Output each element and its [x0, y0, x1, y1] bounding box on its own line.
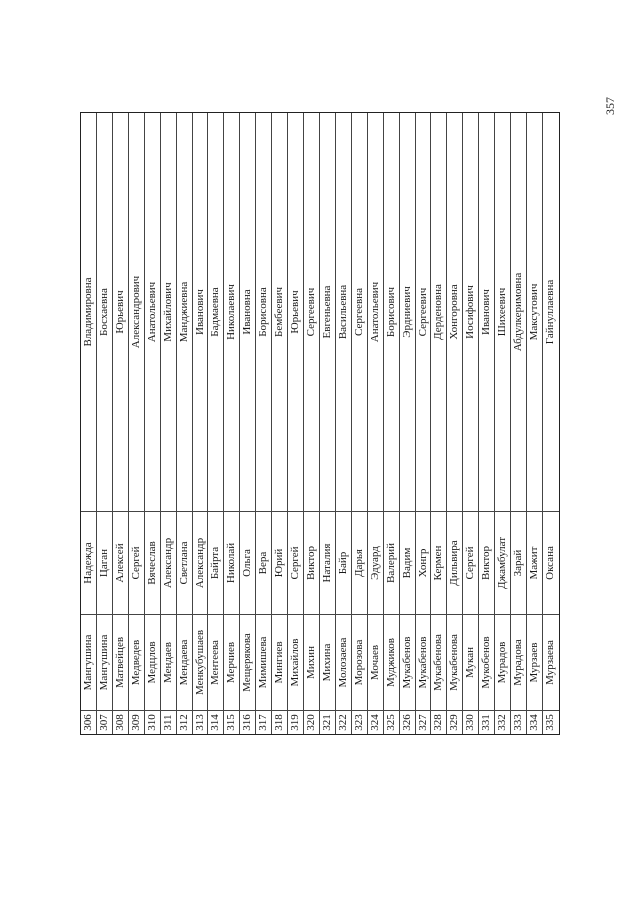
surname-cell: Медведев: [129, 614, 144, 710]
patronymic-cell: Бадмаевна: [209, 287, 222, 337]
row-number: 318: [272, 710, 287, 734]
row-number: 320: [304, 710, 319, 734]
table-row: [113, 113, 129, 734]
surname-cell: Мангушина: [97, 614, 112, 710]
table-row: [400, 113, 416, 734]
row-number: 307: [97, 710, 112, 734]
patronymic-cell: Максутович: [528, 283, 541, 341]
first-name-cell: Николай: [224, 511, 239, 614]
patronymic-cell: Анатольевич: [368, 281, 381, 343]
surname-cell: Михин: [304, 614, 319, 710]
table-row: [352, 113, 368, 734]
patronymic-cell: Ивановна: [241, 289, 254, 335]
first-name-cell: Алексей: [113, 511, 128, 614]
patronymic-cell: Борисовна: [257, 287, 270, 337]
surname-cell: Муджиков: [384, 614, 399, 710]
surname-cell: Мукан: [463, 614, 478, 710]
surname-cell: Мимишева: [256, 614, 271, 710]
surname-cell: Менкубушаев: [193, 614, 208, 710]
surname-cell: Матвейцев: [113, 614, 128, 710]
first-name-cell: Байр: [336, 511, 351, 614]
patronymic-cell: Абдулкеримовна: [512, 272, 525, 352]
row-number: 315: [224, 710, 239, 734]
surname-cell: Мукабенова: [431, 614, 446, 710]
surname-cell: Мангушина: [81, 614, 96, 710]
table-row: [304, 113, 320, 734]
first-name-cell: Виктор: [479, 511, 494, 614]
first-name-cell: Сергей: [463, 511, 478, 614]
table-row: [447, 113, 463, 734]
row-number: 309: [129, 710, 144, 734]
first-name-cell: Александр: [161, 511, 176, 614]
table-row: [495, 113, 511, 734]
patronymic-cell: Босхаевна: [97, 288, 110, 336]
first-name-cell: Наталия: [320, 511, 335, 614]
patronymic-cell: Бембеевич: [273, 287, 286, 337]
table-row: [288, 113, 304, 734]
first-name-cell: Эдуард: [368, 511, 383, 614]
first-name-cell: Вячеслав: [145, 511, 160, 614]
first-name-cell: Вера: [256, 511, 271, 614]
row-number: 327: [416, 710, 431, 734]
table-row: [463, 113, 479, 734]
row-number: 323: [352, 710, 367, 734]
patronymic-cell: Сергеевич: [416, 287, 429, 337]
row-number: 322: [336, 710, 351, 734]
row-number: 310: [145, 710, 160, 734]
surname-cell: Мингиев: [272, 614, 287, 710]
row-number: 324: [368, 710, 383, 734]
surname-cell: Морозова: [352, 614, 367, 710]
table-row: [177, 113, 193, 734]
surname-cell: Михина: [320, 614, 335, 710]
row-number: 321: [320, 710, 335, 734]
patronymic-cell: Гайнуллаевна: [543, 279, 556, 345]
table-row: [479, 113, 495, 734]
first-name-cell: Кермен: [431, 511, 446, 614]
first-name-cell: Оксана: [543, 511, 559, 614]
surname-cell: Мерчиев: [224, 614, 239, 710]
row-number: 306: [81, 710, 96, 734]
first-name-cell: Александр: [193, 511, 208, 614]
row-number: 333: [511, 710, 526, 734]
patronymic-cell: Николаевич: [225, 284, 238, 340]
surname-cell: Мукабенов: [400, 614, 415, 710]
first-name-cell: Вадим: [400, 511, 415, 614]
table-row: [511, 113, 527, 734]
table-row: [129, 113, 145, 734]
row-number: 334: [527, 710, 542, 734]
patronymic-cell: Юрьевич: [289, 290, 302, 334]
surname-cell: Мурадов: [495, 614, 510, 710]
surname-cell: Молозаева: [336, 614, 351, 710]
surname-cell: Мукобенов: [479, 614, 494, 710]
row-number: 317: [256, 710, 271, 734]
table-row: [208, 113, 224, 734]
table-row: [527, 113, 543, 734]
table-row: [272, 113, 288, 734]
row-number: 313: [193, 710, 208, 734]
table-row: [161, 113, 177, 734]
first-name-cell: Мажит: [527, 511, 542, 614]
table-row: [384, 113, 400, 734]
row-number: 319: [288, 710, 303, 734]
table-row: [416, 113, 432, 734]
patronymic-cell: Сергеевич: [305, 287, 318, 337]
table-row: [145, 113, 161, 734]
row-number: 328: [431, 710, 446, 734]
first-name-cell: Байрта: [208, 511, 223, 614]
first-name-cell: Дильвира: [447, 511, 462, 614]
patronymic-cell: Анатольевич: [145, 281, 158, 343]
patronymic-cell: Иосифович: [464, 285, 477, 339]
first-name-cell: Сергей: [288, 511, 303, 614]
first-name-cell: Цаган: [97, 511, 112, 614]
first-name-cell: Юрий: [272, 511, 287, 614]
surname-cell: Мукабенов: [416, 614, 431, 710]
row-number: 325: [384, 710, 399, 734]
table-row: [431, 113, 447, 734]
patronymic-cell: Эрдниевич: [400, 286, 413, 338]
patronymic-cell: Юрьевич: [113, 290, 126, 334]
row-number: 316: [240, 710, 255, 734]
row-number: 332: [495, 710, 510, 734]
first-name-cell: Хонгр: [416, 511, 431, 614]
patronymic-cell: Сергеевна: [352, 288, 365, 336]
first-name-cell: Виктор: [304, 511, 319, 614]
patronymic-cell: Борисович: [384, 286, 397, 338]
first-name-cell: Джамбулат: [495, 511, 510, 614]
surname-cell: Мещерякова: [240, 614, 255, 710]
patronymic-cell: Хонгоровна: [448, 284, 461, 340]
row-number: 311: [161, 710, 176, 734]
first-name-cell: Зарай: [511, 511, 526, 614]
surname-cell: Мочаев: [368, 614, 383, 710]
first-name-cell: Ольга: [240, 511, 255, 614]
table-row: [97, 113, 113, 734]
surname-cell: Мукабенова: [447, 614, 462, 710]
patronymic-cell: Манджиевна: [177, 281, 190, 343]
row-number: 314: [208, 710, 223, 734]
patronymic-cell: Евгеньевна: [320, 285, 333, 339]
patronymic-cell: Васильевна: [336, 284, 349, 340]
first-name-cell: Сергей: [129, 511, 144, 614]
table-row: [336, 113, 352, 734]
patronymic-cell: Дерденовна: [432, 284, 445, 340]
surname-cell: Мурзаев: [527, 614, 542, 710]
table-row: [193, 113, 209, 734]
patronymic-cell: Михайлович: [161, 282, 174, 342]
row-number: 326: [400, 710, 415, 734]
table-row: [224, 113, 240, 734]
table-row: [320, 113, 336, 734]
row-number: 335: [543, 710, 559, 734]
surname-cell: Михайлов: [288, 614, 303, 710]
surname-cell: Мендаев: [161, 614, 176, 710]
row-number: 331: [479, 710, 494, 734]
surname-cell: Медцлов: [145, 614, 160, 710]
patronymic-cell: Иванович: [193, 289, 206, 335]
patronymic-cell: Александрович: [129, 275, 142, 349]
surname-cell: Ментеева: [208, 614, 223, 710]
table-row: [543, 113, 559, 734]
first-name-cell: Светлана: [177, 511, 192, 614]
first-name-cell: Валерий: [384, 511, 399, 614]
table-row: [256, 113, 272, 734]
row-number: 312: [177, 710, 192, 734]
surname-cell: Мурадова: [511, 614, 526, 710]
row-number: 308: [113, 710, 128, 734]
roster-table: [80, 112, 560, 735]
first-name-cell: Надежда: [81, 511, 96, 614]
patronymic-cell: Шихеевич: [496, 287, 509, 337]
table-row: [368, 113, 384, 734]
table-row: [81, 113, 97, 734]
patronymic-cell: Иванович: [480, 289, 493, 335]
row-number: 330: [463, 710, 478, 734]
page-number: 357: [603, 97, 617, 115]
surname-cell: Мендаева: [177, 614, 192, 710]
row-number: 329: [447, 710, 462, 734]
first-name-cell: Дарья: [352, 511, 367, 614]
patronymic-cell: Владимировна: [82, 277, 94, 347]
table-row: [240, 113, 256, 734]
surname-cell: Мурзаева: [543, 614, 559, 710]
